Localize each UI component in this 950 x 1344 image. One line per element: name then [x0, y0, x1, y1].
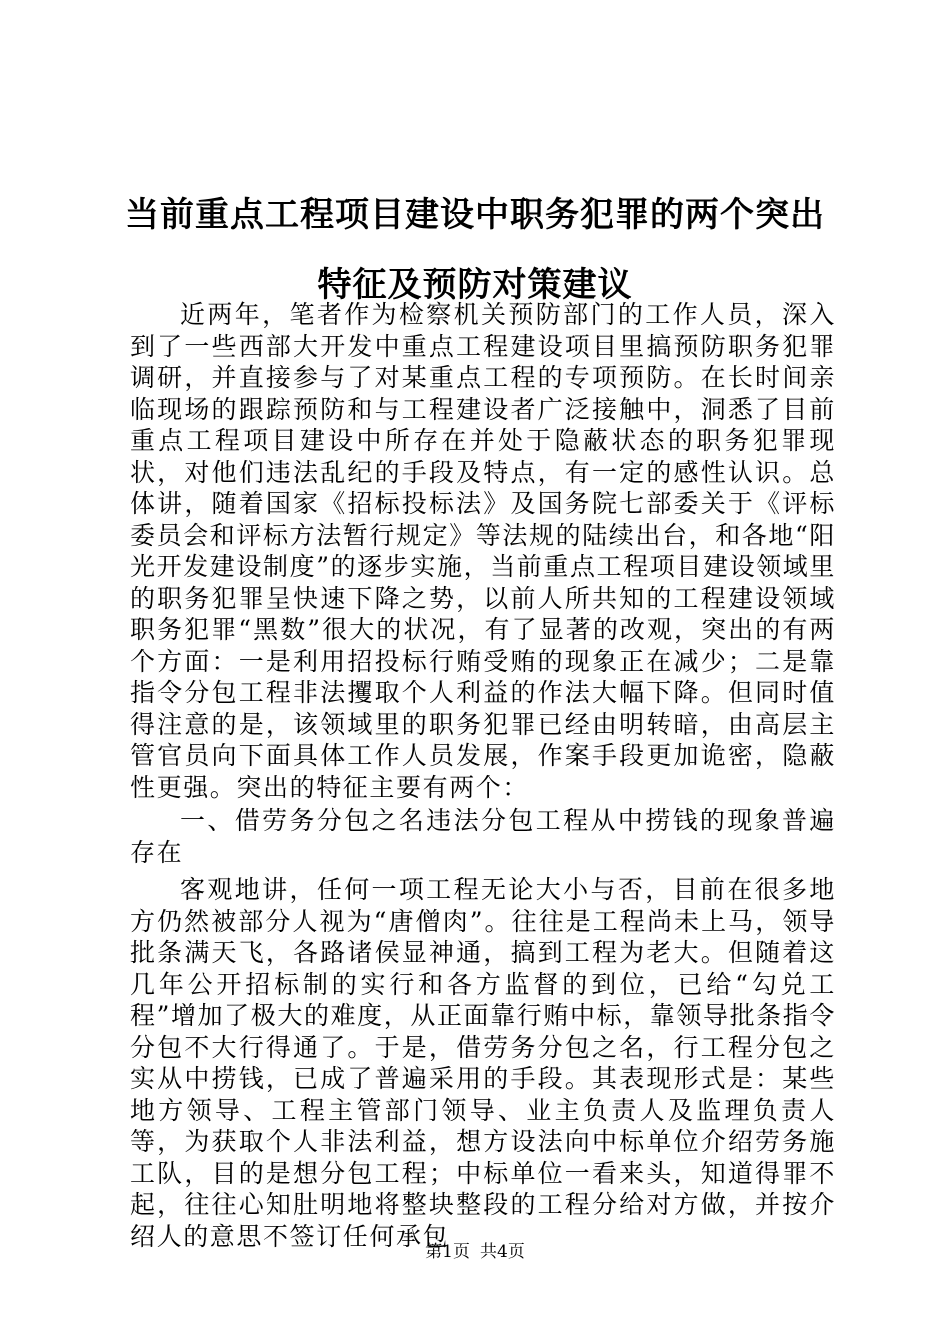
document-body	[130, 299, 836, 1252]
title-line-2: 特征及预防对策建议	[317, 265, 633, 305]
paragraph-section-1: 客观地讲，任何一项工程无论大小与否，目前在很多地方仍然被部分人视为“唐僧肉”。往往是工程尚未上马，领导批条满天飞，各路诸侯显神通，搞到工程为老大。但随着这几年公开招标制的实行和各方监督的到位，已给“勾兑工程”增加了极大的难度，从正面靠行贿中标，靠领导批条指令分包不大行得通了。于是，借劳务分包之名，行工程分包之实从中捞钱，已成了普遍采用的手段。其表现形式是：某些地方领导、工程主管部门领导、业主负责人及监理负责人等，为获取个人非法利益，想方设法向中标单位介绍劳务施工队，目的是想分包工程；中标单位一看来头，知道得罪不起，往往心知肚明地将整块整段的工程分给对方做，并按介绍人的意思不签订任何承包	[130, 875, 836, 1251]
title-line-1: 当前重点工程项目建设中职务犯罪的两个突出	[125, 195, 825, 235]
page-total: 共4页	[480, 1242, 525, 1262]
section-heading-1: 一、借劳务分包之名违法分包工程从中捞钱的现象普遍存在	[130, 806, 836, 867]
page-footer	[0, 1241, 950, 1263]
page-number: 第1页	[425, 1242, 470, 1262]
paragraph-intro: 近两年，笔者作为检察机关预防部门的工作人员，深入到了一些西部大开发中重点工程建设项目里搞预防职务犯罪调研，并直接参与了对某重点工程的专项预防。在长时间亲临现场的跟踪预防和与工程建设者广泛接触中，洞悉了目前重点工程项目建设中所存在并处于隐蔽状态的职务犯罪现状，对他们违法乱纪的手段及特点，有一定的感性认识。总体讲，随着国家《招标投标法》及国务院七部委关于《评标委员会和评标方法暂行规定》等法规的陆续出台，和各地“阳光开发建设制度”的逐步实施，当前重点工程项目建设领域里的职务犯罪呈快速下降之势，以前人所共知的工程建设领域职务犯罪“黑数”很大的状况，有了显著的改观，突出的有两个方面：一是利用招投标行贿受贿的现象正在减少；二是靠指令分包工程非法攫取个人利益的作法大幅下降。但同时值得注意的是，该领域里的职务犯罪已经由明转暗，由高层主管官员向下面具体工作人员发展，作案手段更加诡密，隐蔽性更强。突出的特征主要有两个：	[130, 300, 836, 802]
